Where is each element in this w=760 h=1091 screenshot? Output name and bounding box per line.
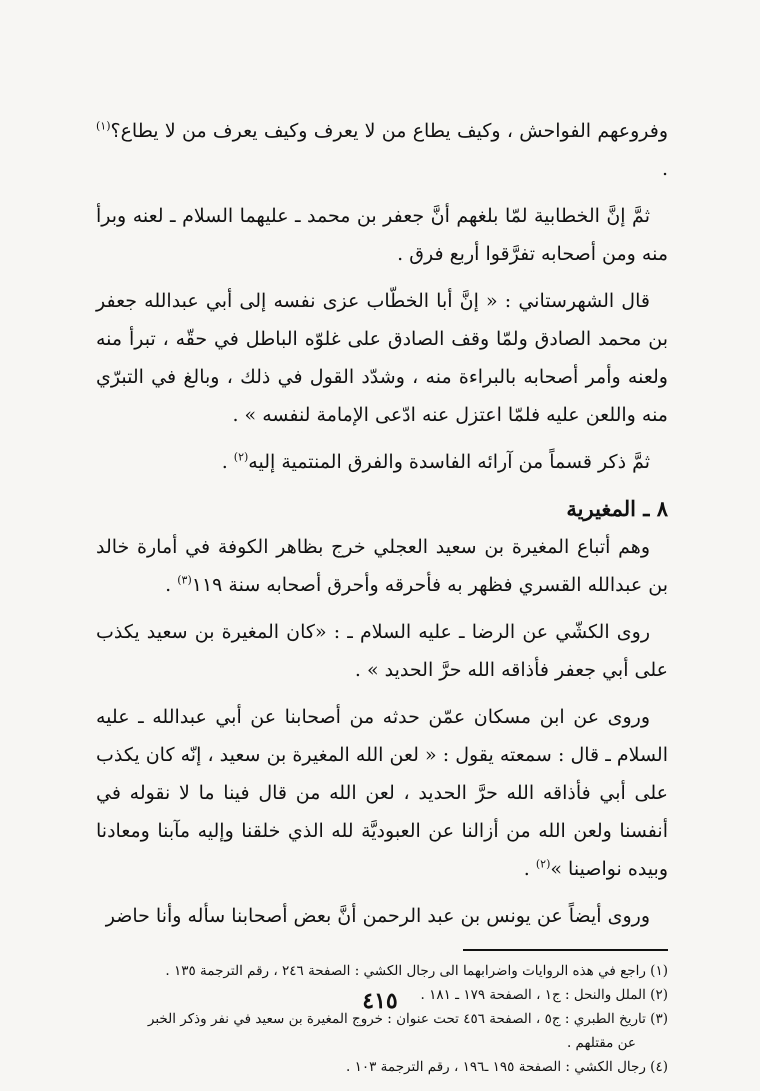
footnote-4: (٤) رجال الكشي : الصفحة ١٩٥ ـ١٩٦ ، رقم الترجمة ١٠٣ .	[346, 1059, 668, 1075]
footnote-2: (٢) الملل والنحل : ج١ ، الصفحة ١٧٩ ـ ١٨١ .	[420, 987, 668, 1003]
paragraph-3: قال الشهرستاني : « إنَّ أبا الخطّاب عزى نفسه إلى أبي عبدالله جعفر بن محمد الصادق ولمّا وقف الصادق على غلوّه الباطل في حقّه ، تبرأ منه ولعنه وأمر أصحابه بالبراءة منه ، وشدّد القول في ذلك ، وبالغ في التبرّي منه واللعن عليه فلمّا اعتزل عنه ادّعى الإمامة لنفسه » .	[96, 290, 668, 426]
footnote-3-text: (٣) تاريخ الطبري : ج٥ ، الصفحة ٤٥٦ تحت عنوان : خروج المغيرة بن سعيد في نفر وذكر الخبر	[147, 1011, 668, 1027]
paragraph-1-tail: .	[661, 158, 668, 180]
footnote-ref-3: (٣)	[177, 573, 192, 587]
paragraph-5-text: وهم أتباع المغيرة بن سعيد العجلي خرج بظاهر الكوفة في أمارة خالد بن عبدالله القسري فظهر به فأحرقه وأحرق أصحابه سنة ١١٩	[96, 536, 668, 596]
paragraph-5	[96, 528, 668, 604]
footnotes	[96, 959, 668, 1079]
paragraph-6: روى الكشّي عن الرضا ـ عليه السلام ـ : «كان المغيرة بن سعيد يكذب على أبي جعفر فأذاقه الله حرَّ الحديد » .	[96, 621, 668, 681]
paragraph-4-text: ثمَّ ذكر قسماً من آرائه الفاسدة والفرق المنتمية إليه	[248, 451, 650, 473]
paragraph-5-tail: .	[165, 574, 178, 596]
main-text	[96, 112, 668, 935]
paragraph-4-tail: .	[221, 451, 234, 473]
footnote-ref-2: (٢)	[233, 450, 249, 464]
footnote-3-continuation: عن مقتلهم .	[566, 1035, 636, 1051]
footnote-ref-1: (١)	[96, 119, 111, 133]
paragraph-7	[96, 698, 668, 888]
page-number: ٤١٥	[362, 988, 398, 1014]
footnote-1: (١) راجع في هذه الروايات واضرابهما الى رجال الكشي : الصفحة ٢٤٦ ، رقم الترجمة ١٣٥ .	[165, 963, 668, 979]
paragraph-2: ثمَّ إنَّ الخطابية لمّا بلغهم أنَّ جعفر بن محمد ـ عليهما السلام ـ لعنه وبرأ منه ومن أصحابه تفرَّقوا أربع فرق .	[96, 205, 668, 265]
paragraph-7-text: وروى عن ابن مسكان عمّن حدثه من أصحابنا عن أبي عبدالله ـ عليه السلام ـ قال : سمعته يقول : « لعن الله المغيرة بن سعيد ، إنّه كان يكذب على أبي فأذاقه الله حرَّ الحديد ، لعن الله من قال فينا ما لا نقوله في أنفسنا ولعن الله من أزالنا عن العبوديَّة لله الذي خلقنا وإليه مآبنا ومعادنا وبيده نواصينا »	[96, 706, 668, 880]
paragraph-4	[96, 443, 668, 481]
paragraph-8: وروى أيضاً عن يونس بن عبد الرحمن أنَّ بعض أصحابنا سأله وأنا حاضر	[105, 905, 650, 927]
paragraph-7-tail: .	[523, 858, 536, 880]
paragraph-1-text: وفروعهم الفواحش ، وكيف يطاع من لا يعرف وكيف يعرف من لا يطاع؟	[110, 120, 668, 142]
paragraph-1	[96, 112, 668, 188]
footnote-ref-4: (٢)	[535, 857, 551, 871]
footnote-divider	[463, 949, 668, 951]
section-heading: ٨ ـ المغيرية	[566, 496, 668, 521]
footnote-3	[96, 1007, 668, 1055]
